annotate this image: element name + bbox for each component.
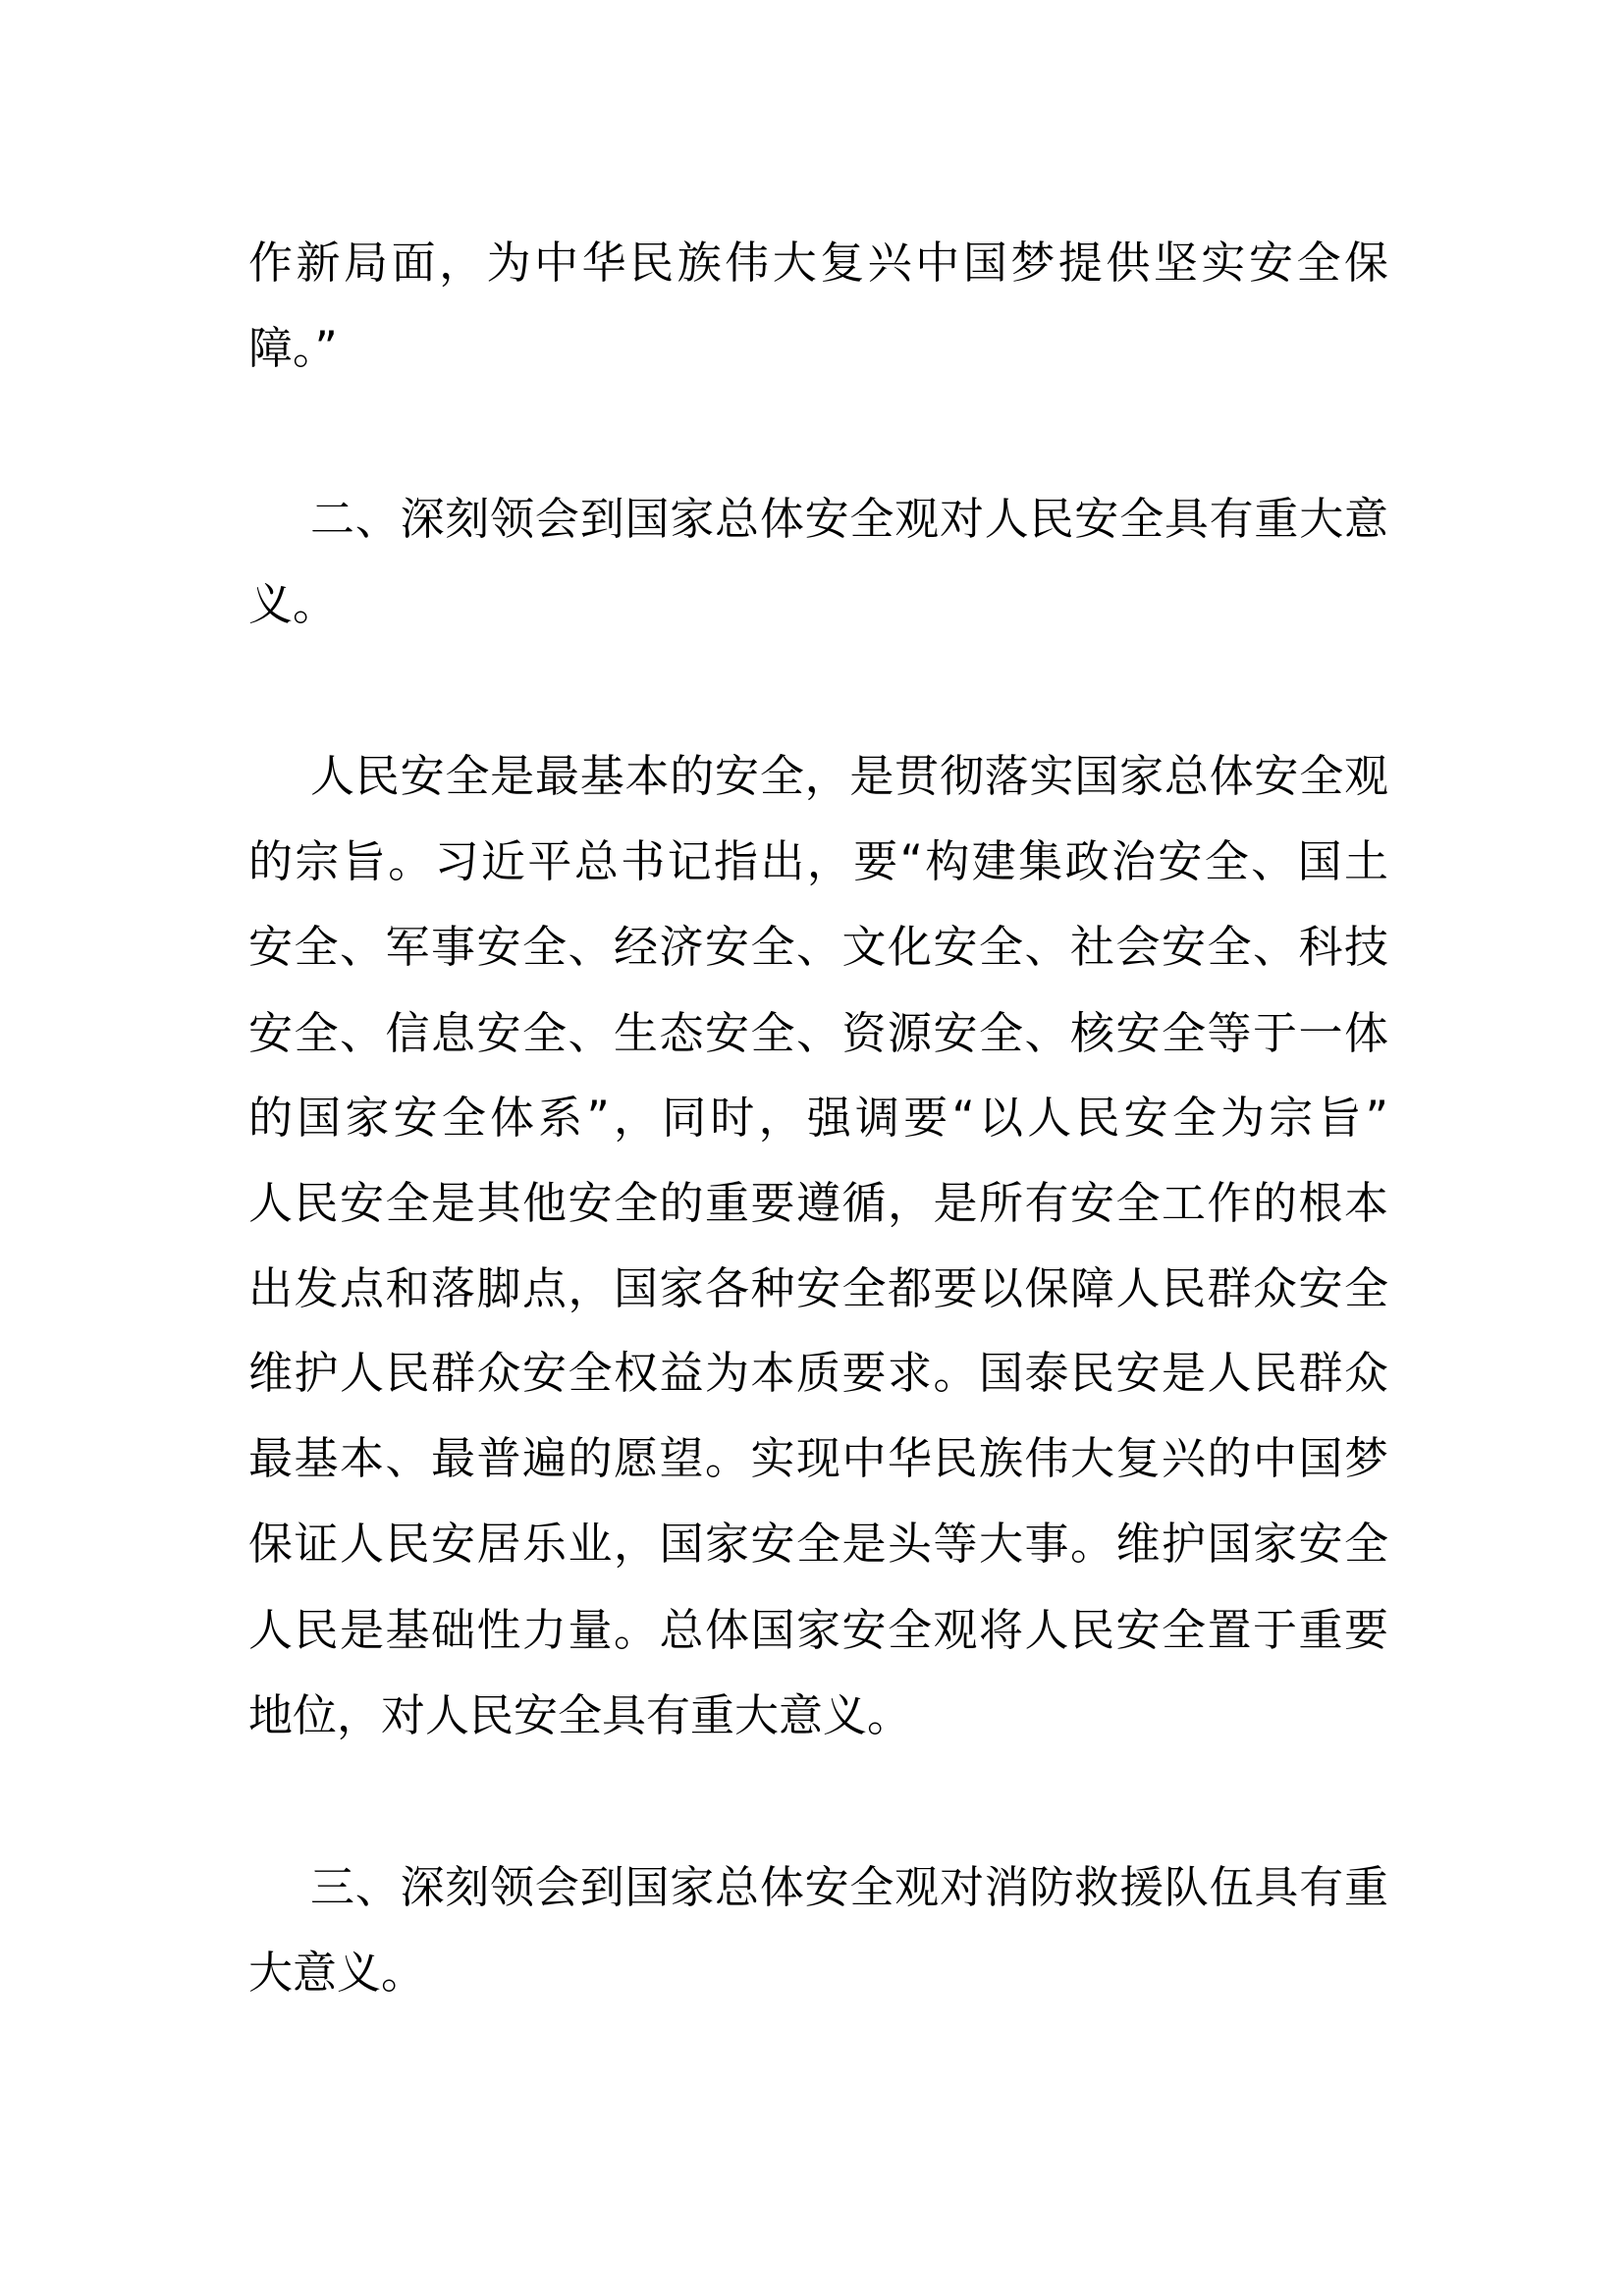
text-line: 出发点和落脚点，国家各种安全都要以保障人民群众安全	[248, 1262, 1388, 1314]
text-line: 维护人民群众安全权益为本质要求。国泰民安是人民群众	[248, 1347, 1388, 1399]
text-line: 人民安全是其他安全的重要遵循，是所有安全工作的根本	[248, 1177, 1388, 1229]
section-heading: 二、深刻领会到国家总体安全观对人民安全具有重大意	[310, 493, 1388, 545]
text-line: 人民安全是最基本的安全，是贯彻落实国家总体安全观	[310, 750, 1388, 802]
text-line: 人民是基础性力量。总体国家安全观将人民安全置于重要	[248, 1604, 1388, 1656]
text-line: 障。”	[248, 322, 338, 374]
text-line: 保证人民安居乐业，国家安全是头等大事。维护国家安全	[248, 1518, 1388, 1570]
text-line: 的宗旨。习近平总书记指出，要“构建集政治安全、国土	[248, 835, 1388, 887]
text-line: 的国家安全体系”，同时，强调要“以人民安全为宗旨”	[248, 1092, 1388, 1144]
section-heading-cont: 大意义。	[248, 1947, 426, 1999]
text-line: 地位，对人民安全具有重大意义。	[248, 1689, 912, 1741]
text-line: 安全、信息安全、生态安全、资源安全、核安全等于一体	[248, 1007, 1388, 1059]
text-line: 最基本、最普遍的愿望。实现中华民族伟大复兴的中国梦	[248, 1432, 1388, 1484]
text-line: 作新局面，为中华民族伟大复兴中国梦提供坚实安全保	[248, 237, 1388, 289]
section-heading: 三、深刻领会到国家总体安全观对消防救援队伍具有重	[310, 1861, 1388, 1913]
section-heading-cont: 义。	[248, 578, 338, 630]
text-line: 安全、军事安全、经济安全、文化安全、社会安全、科技	[248, 921, 1388, 973]
